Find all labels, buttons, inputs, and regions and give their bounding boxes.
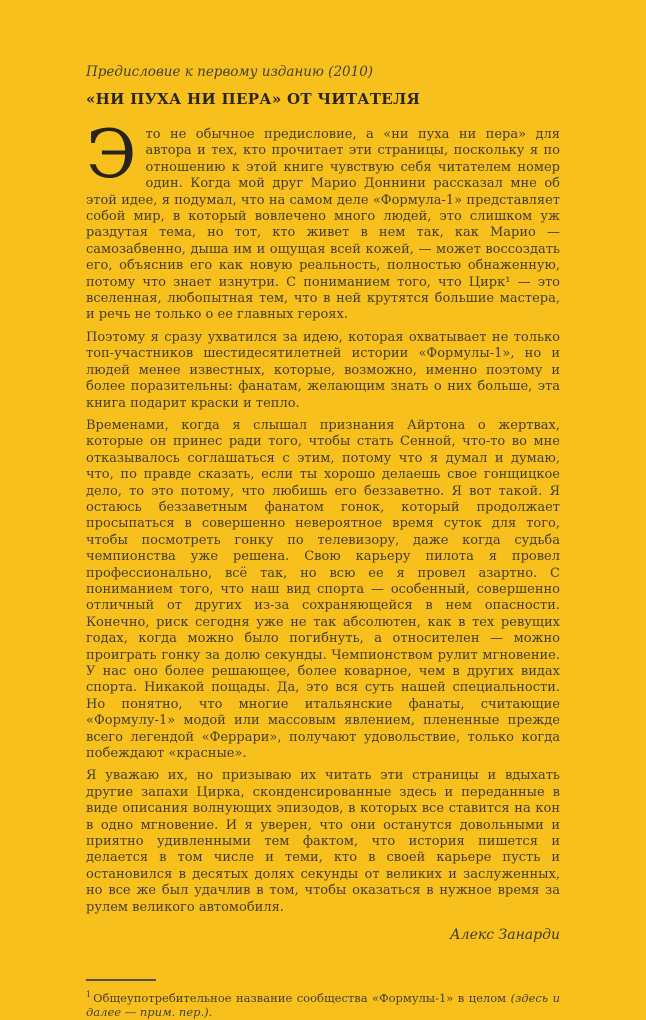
lead-paragraph	[86, 116, 560, 324]
paragraph: Поэтому я сразу ухватился за идею, которая охватывает не только топ-участников шестидесятилетней истории «Формулы-1», но и людей менее известных, которые, возможно, именно поэтому и более поразительны: фанатам, желающим знать о них больше, эта книга подарит краски и тепло.	[86, 329, 560, 411]
footnote-divider	[86, 979, 156, 981]
drop-cap: Э	[86, 116, 137, 193]
paragraph: Я уважаю их, но призываю их читать эти страницы и вдыхать другие запахи Цирка, сконденсированные здесь и переданные в виде описания волнующих эпизодов, в которых все ставится на кон в одно мгновение. И я уверен, что они останутся довольными и приятно удивленными тем фактом, что история пишется и делается в том числе и теми, кто в своей карьере пусть и остановился в десятых долях секунды от великих и заслуженных, но все же был удачлив в том, чтобы оказаться в нужное время за рулем великого автомобиля.	[86, 768, 560, 915]
footnote	[86, 988, 560, 1020]
paragraph: Временами, когда я слышал признания Айртона о жертвах, которые он принес ради того, чтобы стать Сенной, что-то во мне отказывалось соглашаться с этим, потому что я думал и думаю, что, по правде сказать, если ты хорошо делаешь свое гонщицкое дело, то это потому, что любишь его беззаветно. Я вот такой. Я остаюсь беззаветным фанатом гонок, который продолжает просыпаться в совершенно невероятное время суток для того, чтобы посмотреть гонку по телевизору, даже когда судьба чемпионства уже решена. Свою карьеру пилота я провел профессионально, всё так, но всю ее я провел азартно. С пониманием того, что наш вид спорта — особенный, совершенно отличный от других из-за сохраняющейся в нем опасности. Конечно, риск сегодня уже не так абсолютен, как в тех ревущих годах, когда можно было погибнуть, а относителен — можно проиграть гонку за долю секунды. Чемпионством рулит мгновение. У нас оно более решающее, более коварное, чем в других видах спорта. Никакой пощады. Да, это вся суть нашей специальности. Но понятно, что многие итальянские фанаты, считающие «Формулу-1» модой или массовым явлением, плененные прежде всего легендой «Феррари», получают удовольствие, только когда побеждают «красные».	[86, 417, 560, 762]
edition-kicker: Предисловие к первому изданию (2010)	[86, 64, 374, 80]
footnote-marker: 1	[86, 990, 92, 1000]
footnote-block	[86, 979, 560, 1020]
author-signature: Алекс Занарди	[450, 927, 560, 944]
preface-text	[86, 116, 560, 944]
lead-paragraph-text: то не обычное предисловие, а «ни пуха ни пера» для автора и тех, кто прочитает эти страницы, поскольку я по отношению к этой книге чувствую себя читателем номер один. Когда мой друг Марио Доннини рассказал мне об этой идее, я подумал, что на самом деле «Формула-1» представляет собой мир, в который вовлечено много людей, это слишком уж раздутая тема, но тот, кто живет в нем так, как Марио — самозабвенно, дыша им и ощущая всей кожей, — может воссоздать его, объяснив его как новую реальность, полностью обнаженную, потому что знает изнутри. С пониманием того, что Цирк¹ — это вселенная, любопытная тем, что в ней крутятся большие мастера, и речь не только о ее главных героях.	[86, 127, 560, 323]
footnote-text: Общеупотребительное название сообщества «Формулы-1» в целом	[93, 990, 511, 1005]
chapter-title: «НИ ПУХА НИ ПЕРА» ОТ ЧИТАТЕЛЯ	[86, 90, 421, 108]
footnote-translator-note: (здесь и далее — прим. пер.).	[86, 990, 561, 1020]
